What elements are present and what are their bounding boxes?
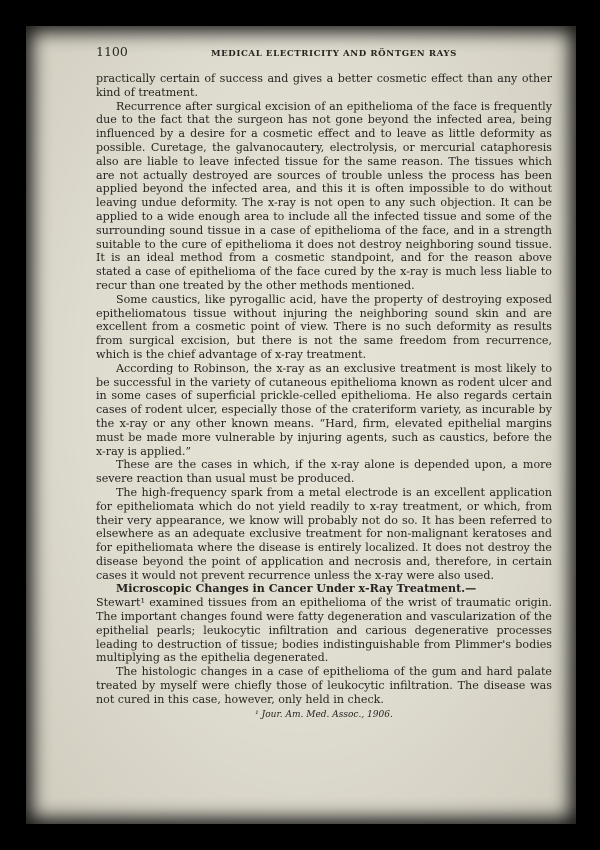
section-heading: Microscopic Changes in Cancer Under x-Ray Treatment.—: [116, 582, 477, 596]
running-header: [96, 44, 552, 64]
section-heading-paragraph: [96, 582, 552, 596]
paragraph-continuation: practically certain of success and gives a better cosmetic effect than any other kind of treatment.: [96, 72, 552, 99]
page-number: 1100: [96, 44, 128, 59]
paragraph: The histologic changes in a case of epithelioma of the gum and hard palate treated by myself were chiefly those of leukocytic infiltration. The disease was not cured in this case, however, only held in check.: [96, 665, 552, 706]
footnote: ¹ Jour. Am. Med. Assoc., 1906.: [255, 709, 393, 720]
paragraph: The high-frequency spark from a metal electrode is an excellent application for epitheliomata which do not yield readily to x-ray treatment, or which, from their very appearance, we know will probably not do so. It has been referred to elsewhere as an adequate exclusive treatment for non-malignant keratoses and for epitheliomata where the disease is entirely localized. It does not destroy the disease beyond the point of application and necrosis and, therefore, in certain cases it would not prevent recurrence unless the x-ray were also used.: [96, 485, 552, 582]
paragraph: Stewart¹ examined tissues from an epithelioma of the wrist of traumatic origin. The important changes found were fatty degeneration and vascularization of the epithelial pearls; leukocytic infiltration and carious degenerative processes leading to destruction of tissue; bodies indistinguishable from Plimmer's bodies multiplying as the epithelia degenerated.: [96, 596, 552, 665]
paragraph: According to Robinson, the x-ray as an exclusive treatment is most likely to be successful in the variety of cutaneous epithelioma known as rodent ulcer and in some cases of superficial prickle-celled epithelioma. He also regards certain cases of rodent ulcer, especially those of the crateriform variety, as incurable by the x-ray or any other known means. “Hard, firm, elevated epithelial margins must be made more vulnerable by injuring agents, such as caustics, before the x-ray is applied.”: [96, 361, 552, 458]
book-page: [26, 26, 576, 824]
paragraph: Some caustics, like pyrogallic acid, have the property of destroying exposed epitheliomatous tissue without injuring the neighboring sound skin and are excellent from a cosmetic point of view. There is no such deformity as results from surgical excision, but there is not the same freedom from recurrence, which is the chief advantage of x-ray treatment.: [96, 292, 552, 361]
page-content: [96, 44, 552, 722]
running-title: MEDICAL ELECTRICITY AND RÖNTGEN RAYS: [211, 49, 457, 59]
body-text: [96, 72, 552, 722]
paragraph: Recurrence after surgical excision of an epithelioma of the face is frequently due to the fact that the surgeon has not gone beyond the infected area, being influenced by a desire for a cosmetic effect and to leave as little deformity as possible. Curetage, the galvanocautery, electrolysis, or mercurial cataphoresis also are liable to leave infected tissue for the same reason. The tissues which are not actually destroyed are sources of trouble unless the process has been applied beyond the infected area, and this it is often impossible to do without leaving undue deformity. The x-ray is not open to any such objection. It can be applied to a wide enough area to include all the infected tissue and some of the surrounding sound tissue in a case of epithelioma of the face, and in a strength suitable to the cure of epithelioma it does not destroy neighboring sound tissue. It is an ideal method from a cosmetic standpoint, and for the reason above stated a case of epithelioma of the face cured by the x-ray is much less liable to recur than one treated by the other methods mentioned.: [96, 99, 552, 292]
paragraph: These are the cases in which, if the x-ray alone is depended upon, a more severe reaction than usual must be produced.: [96, 458, 552, 486]
